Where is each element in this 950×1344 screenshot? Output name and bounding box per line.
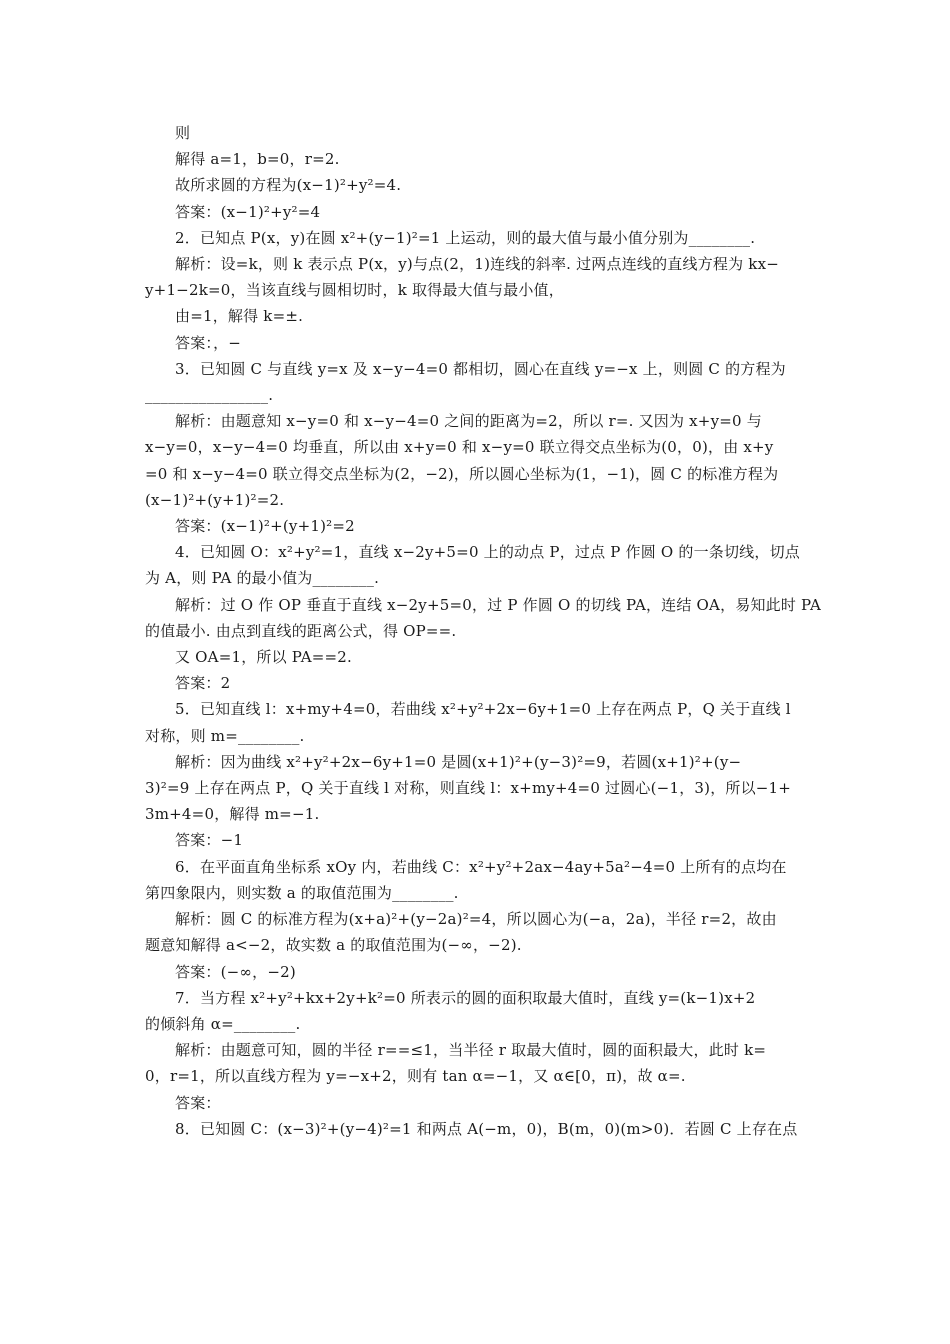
text-line: 答案：2 xyxy=(175,674,231,693)
text-line: x−y=0，x−y−4=0 均垂直，所以由 x+y=0 和 x−y=0 联立得交点坐标为(0，0)，由 x+y xyxy=(145,438,774,457)
text-line: 由=1，解得 k=±. xyxy=(175,307,304,326)
text-line: 答案： xyxy=(175,1093,221,1112)
text-line: 答案：(−∞，−2) xyxy=(175,962,296,981)
text-line: =0 和 x−y−4=0 联立得交点坐标为(2，−2)，所以圆心坐标为(1，−1)，圆 C 的标准方程为 xyxy=(145,464,779,483)
text-line: 故所求圆的方程为(x−1)²+y²=4. xyxy=(175,176,402,195)
text-line: 7．当方程 x²+y²+kx+2y+k²=0 所表示的圆的面积取最大值时，直线 y=(k−1)x+2 xyxy=(175,988,756,1007)
text-line: 答案：(x−1)²+(y+1)²=2 xyxy=(175,517,355,536)
text-line: 解析：由题意知 x−y=0 和 x−y−4=0 之间的距离为=2，所以 r=. 又因为 x+y=0 与 xyxy=(175,412,762,431)
text-line: 3m+4=0，解得 m=−1. xyxy=(145,805,320,824)
text-line: 题意知解得 a<−2，故实数 a 的取值范围为(−∞，−2). xyxy=(145,936,522,955)
text-line: 解析：圆 C 的标准方程为(x+a)²+(y−2a)²=4，所以圆心为(−a，2a)，半径 r=2，故由 xyxy=(175,910,777,929)
document-page xyxy=(145,120,821,1142)
text-line: 对称，则 m=________. xyxy=(145,726,305,745)
text-line: y+1−2k=0，当该直线与圆相切时，k 取得最大值与最小值， xyxy=(145,281,564,300)
text-line: 3)²=9 上存在两点 P，Q 关于直线 l 对称，则直线 l：x+my+4=0 过圆心(−1，3)，所以−1+ xyxy=(145,779,792,798)
text-line: 8．已知圆 C：(x−3)²+(y−4)²=1 和两点 A(−m，0)，B(m，0)(m>0)．若圆 C 上存在点 xyxy=(175,1119,798,1138)
text-line: 2．已知点 P(x，y)在圆 x²+(y−1)²=1 上运动，则的最大值与最小值分别为________. xyxy=(175,228,756,247)
text-line: 答案：，− xyxy=(175,333,242,352)
text-line: 5．已知直线 l：x+my+4=0，若曲线 x²+y²+2x−6y+1=0 上存在两点 P，Q 关于直线 l xyxy=(175,700,791,719)
text-line: 4．已知圆 O：x²+y²=1，直线 x−2y+5=0 上的动点 P，过点 P 作圆 O 的一条切线，切点 xyxy=(175,543,800,562)
text-line: 0，r=1，所以直线方程为 y=−x+2，则有 tan α=−1，又 α∈[0，π)，故 α=. xyxy=(145,1067,686,1086)
text-line: 解得 a=1，b=0，r=2. xyxy=(175,150,340,169)
text-line: 又 OA=1，所以 PA==2. xyxy=(175,648,352,667)
text-line: 6．在平面直角坐标系 xOy 内，若曲线 C：x²+y²+2ax−4ay+5a²−4=0 上所有的点均在 xyxy=(175,857,787,876)
text-line: 第四象限内，则实数 a 的取值范围为________. xyxy=(145,883,459,902)
text-line: 解析：由题意可知，圆的半径 r==≤1，当半径 r 取最大值时，圆的面积最大，此时 k= xyxy=(175,1041,767,1060)
text-line: 为 A，则 PA 的最小值为________. xyxy=(145,569,380,588)
text-line: 答案：−1 xyxy=(175,831,244,850)
text-line: 解析：设=k，则 k 表示点 P(x，y)与点(2，1)连线的斜率. 过两点连线的直线方程为 kx− xyxy=(175,255,779,274)
text-line: 3．已知圆 C 与直线 y=x 及 x−y−4=0 都相切，圆心在直线 y=−x 上，则圆 C 的方程为 xyxy=(175,359,786,378)
text-line: 答案：(x−1)²+y²=4 xyxy=(175,202,321,221)
text-line: 的值最小. 由点到直线的距离公式，得 OP==. xyxy=(145,621,457,640)
text-line: (x−1)²+(y+1)²=2. xyxy=(145,490,285,509)
text-line: 解析：因为曲线 x²+y²+2x−6y+1=0 是圆(x+1)²+(y−3)²=9，若圆(x+1)²+(y− xyxy=(175,752,742,771)
text-line: ________________. xyxy=(145,386,274,405)
text-line: 解析：过 O 作 OP 垂直于直线 x−2y+5=0，过 P 作圆 O 的切线 PA，连结 OA，易知此时 PA xyxy=(175,595,821,614)
text-line: 的倾斜角 α=________. xyxy=(145,1014,301,1033)
text-line: 则 xyxy=(175,124,191,142)
